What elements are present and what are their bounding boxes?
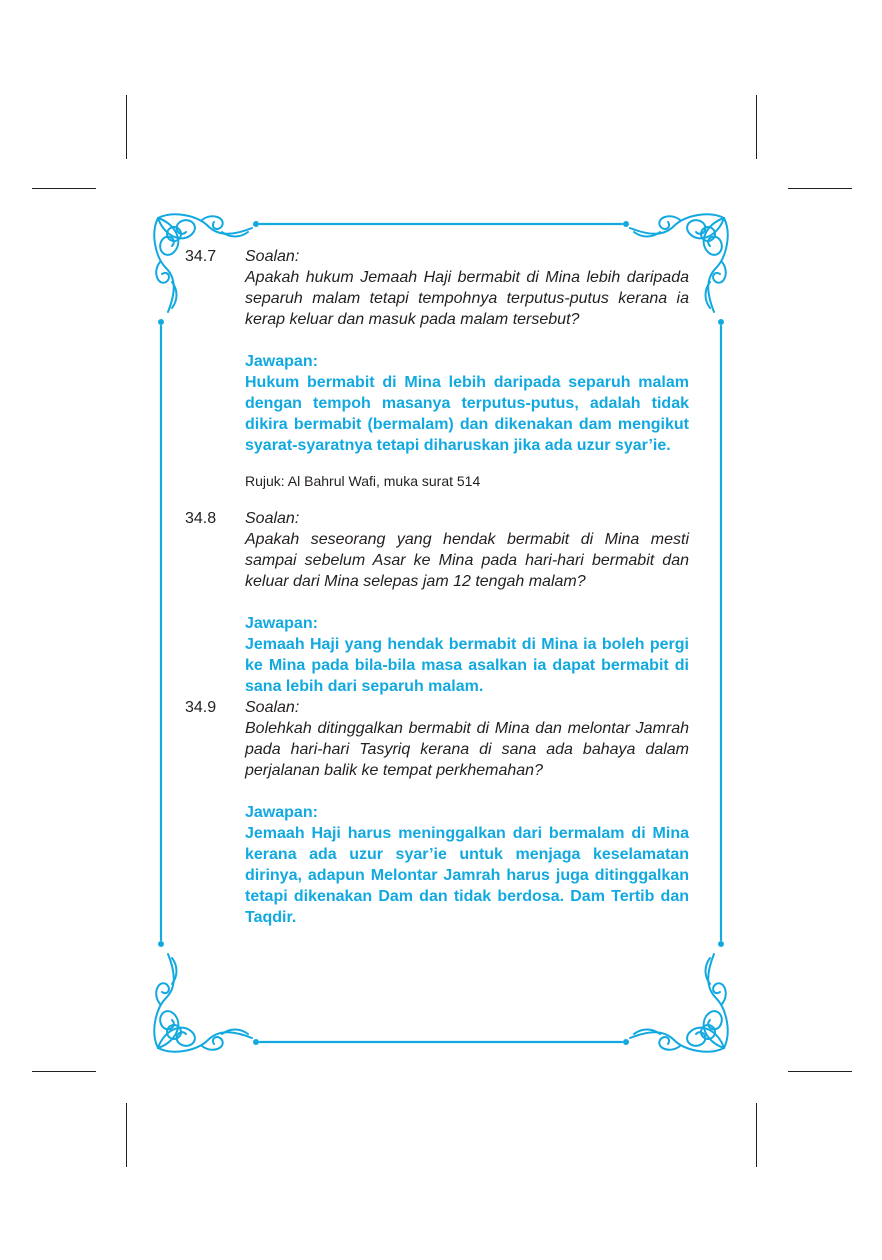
qa-item-34-7 — [185, 246, 689, 490]
scroll-ornament-icon — [630, 954, 728, 1052]
question-label: Soalan: — [245, 699, 300, 716]
qa-item-34-8 — [185, 508, 689, 697]
crop-mark-left-upper — [32, 188, 96, 189]
answer-text: Hukum bermabit di Mina lebih daripada separuh malam dengan tempoh masanya terputus-putus, adalah tidak dikira bermabit (bermalam) dan dikenakan dam mengikut syarat-syaratnya tetapi diharuskan jika ada uzur syar’ie. — [245, 374, 689, 454]
crop-mark-right-upper — [788, 188, 852, 189]
crop-mark-right-lower — [788, 1071, 852, 1072]
qa-content — [185, 246, 689, 928]
answer-text: Jemaah Haji harus meninggalkan dari bermalam di Mina kerana ada uzur syar’ie untuk menjaga keselamatan dirinya, adapun Melontar Jamrah harus juga ditinggalkan tetapi dikenakan Dam dan tidak berdosa. Dam Tertib dan Taqdir. — [245, 825, 689, 926]
crop-mark-bottom-right — [756, 1103, 757, 1167]
reference-text: Rujuk: Al Bahrul Wafi, muka surat 514 — [245, 473, 481, 489]
item-number: 34.7 — [185, 248, 217, 265]
qa-item-34-9 — [185, 697, 689, 928]
crop-mark-bottom-left — [126, 1103, 127, 1167]
item-number: 34.8 — [185, 510, 217, 527]
crop-mark-left-lower — [32, 1071, 96, 1072]
question-label: Soalan: — [245, 510, 300, 527]
question-text: Bolehkah ditinggalkan bermabit di Mina dan melontar Jamrah pada hari-hari Tasyriq kerana di sana ada bahaya dalam perjalanan balik ke tempat perkhemahan? — [245, 720, 689, 779]
crop-mark-top-right — [756, 95, 757, 159]
answer-label: Jawapan: — [245, 804, 318, 821]
answer-text: Jemaah Haji yang hendak bermabit di Mina ia boleh pergi ke Mina pada bila-bila masa asalkan ia dapat bermabit di sana lebih dari separuh malam. — [245, 636, 689, 695]
question-text: Apakah hukum Jemaah Haji bermabit di Mina lebih daripada separuh malam tetapi tempohnya terputus-putus kerana ia kerap keluar dan masuk pada malam tersebut? — [245, 269, 689, 328]
item-number: 34.9 — [185, 699, 217, 716]
answer-label: Jawapan: — [245, 615, 318, 632]
question-text: Apakah seseorang yang hendak bermabit di Mina mesti sampai sebelum Asar ke Mina pada hari-hari bermabit dan keluar dari Mina selepas jam 12 tengah malam? — [245, 531, 689, 590]
crop-mark-top-left — [126, 95, 127, 159]
answer-label: Jawapan: — [245, 353, 318, 370]
question-label: Soalan: — [245, 248, 300, 265]
scroll-ornament-icon — [154, 954, 252, 1052]
